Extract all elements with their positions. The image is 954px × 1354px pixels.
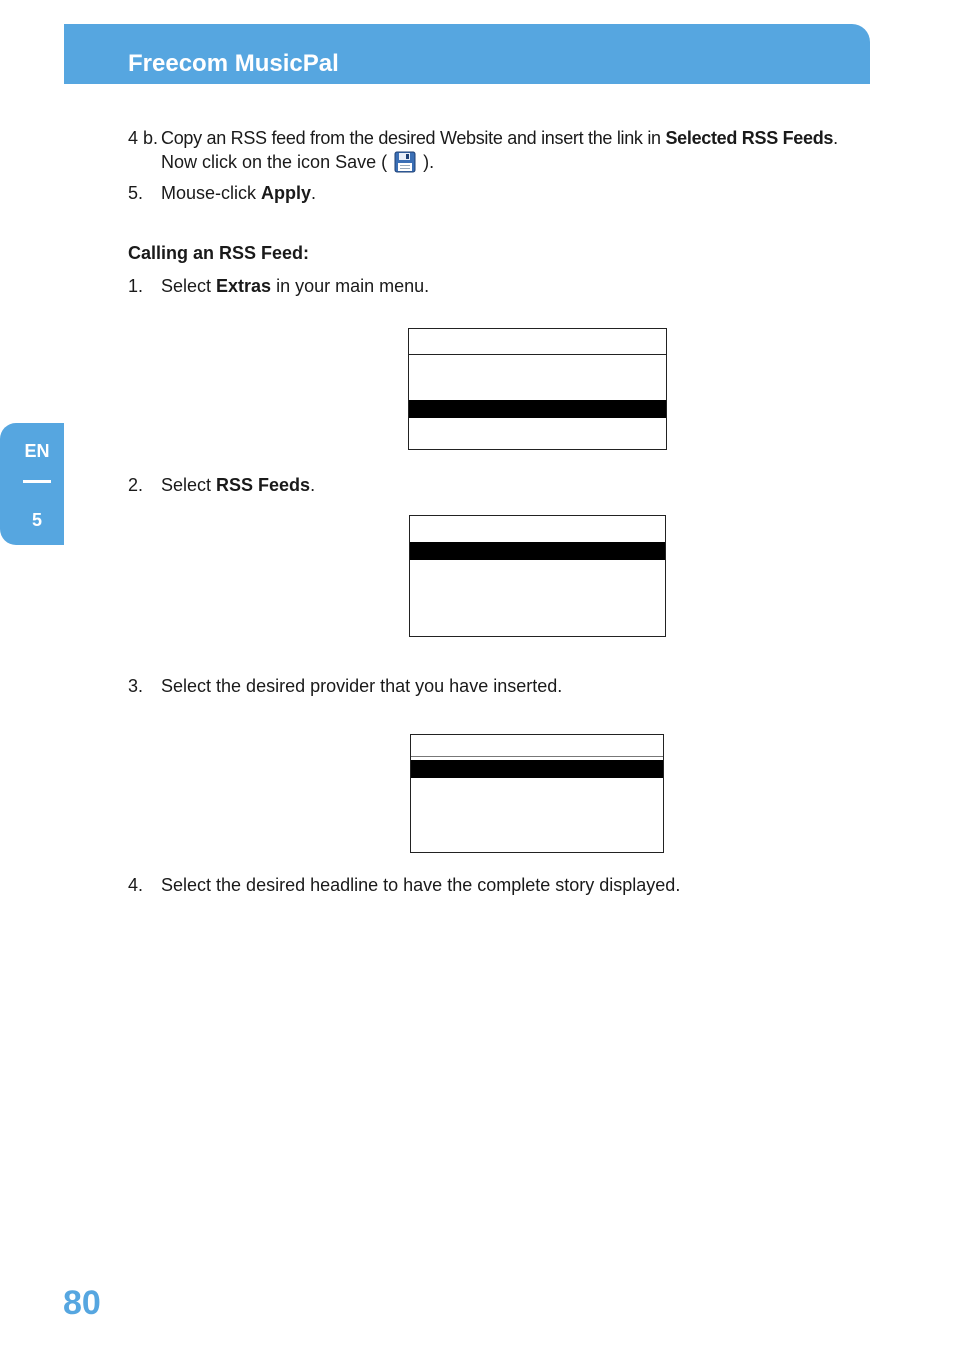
header-title: Freecom MusicPal xyxy=(128,50,339,77)
highlighted-menu-row xyxy=(410,542,665,560)
step-3-text: Select the desired provider that you have inserted. xyxy=(161,676,563,696)
step-number: 5. xyxy=(128,183,144,203)
step-number: 4 b. xyxy=(128,128,159,148)
tab-divider xyxy=(23,480,51,483)
device-screen-providers xyxy=(410,734,664,853)
chapter-tab xyxy=(0,423,64,545)
highlighted-menu-row xyxy=(409,400,666,418)
step-2-text: Select RSS Feeds. xyxy=(161,475,316,495)
step-number: 1. xyxy=(128,276,144,296)
step-number: 3. xyxy=(128,676,144,696)
step-5-text: Mouse-click Apply. xyxy=(161,183,317,203)
step-number: 4. xyxy=(128,875,144,895)
section-heading: Calling an RSS Feed: xyxy=(128,243,310,263)
highlighted-menu-row xyxy=(411,760,663,778)
chapter-number: 5 xyxy=(31,510,42,530)
step-4-text: Select the desired headline to have the complete story displayed. xyxy=(161,875,681,895)
language-label: EN xyxy=(24,441,50,461)
step-number: 2. xyxy=(128,475,144,495)
step-4b-text: Copy an RSS feed from the desired Website and insert the link in Selected RSS Feeds. xyxy=(161,128,838,148)
page-number: 80 xyxy=(63,1284,101,1322)
device-screen-extras xyxy=(409,515,666,637)
screen-title-divider xyxy=(409,354,666,355)
screen-title-divider xyxy=(411,756,663,757)
step-1-text: Select Extras in your main menu. xyxy=(161,276,430,296)
floppy-disk-icon xyxy=(394,151,416,173)
device-screen-main-menu xyxy=(408,328,667,450)
step-4b-line2: Now click on the icon Save ( ). xyxy=(161,152,435,172)
